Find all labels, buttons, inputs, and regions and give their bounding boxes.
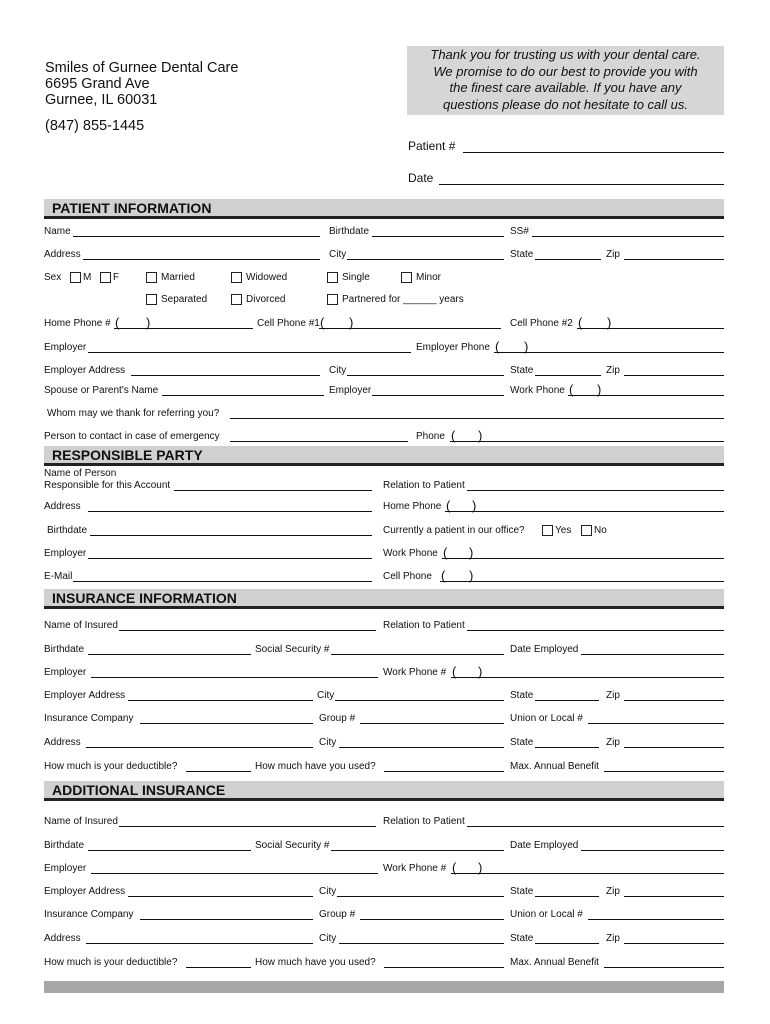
cell-phone-2-field[interactable] <box>577 328 724 329</box>
state-label: State <box>510 249 534 260</box>
zip-label: Zip <box>606 690 620 701</box>
practice-info <box>45 60 238 134</box>
cell-phone-1-field[interactable] <box>319 328 501 329</box>
city-field[interactable] <box>339 747 504 748</box>
state-label: State <box>510 737 534 748</box>
relation-field[interactable] <box>467 630 724 631</box>
used-label: How much have you used? <box>255 957 376 968</box>
cell-phone-2-label: Cell Phone #2 <box>510 318 573 329</box>
insurance-company-label: Insurance Company <box>44 713 134 724</box>
address-label: Address <box>44 249 81 260</box>
no-label: No <box>594 525 607 536</box>
paren-open: ( <box>495 339 500 354</box>
state-field[interactable] <box>535 375 601 376</box>
emergency-contact-label: Person to contact in case of emergency <box>44 431 220 442</box>
cell-phone-1-label: Cell Phone #1 <box>257 318 320 329</box>
social-security-field[interactable] <box>331 654 504 655</box>
date-employed-field[interactable] <box>581 850 724 851</box>
birthdate-label: Birthdate <box>47 525 88 536</box>
employer-field[interactable] <box>88 558 372 559</box>
home-phone-label: Home Phone <box>383 501 442 512</box>
date-employed-field[interactable] <box>581 654 724 655</box>
date-employed-label: Date Employed <box>510 644 579 655</box>
deductible-field[interactable] <box>186 967 251 968</box>
sex-label: Sex <box>44 272 62 283</box>
address-field[interactable] <box>83 259 320 260</box>
address-field[interactable] <box>88 511 372 512</box>
group-label: Group # <box>319 909 356 920</box>
section-title: INSURANCE INFORMATION <box>52 590 237 606</box>
married-label: Married <box>161 272 195 283</box>
union-label: Union or Local # <box>510 909 583 920</box>
date-employed-label: Date Employed <box>510 840 579 851</box>
employer-field[interactable] <box>372 395 504 396</box>
home-phone-field[interactable] <box>114 328 253 329</box>
state-label: State <box>510 690 534 701</box>
separated-label: Separated <box>161 294 208 305</box>
birthdate-label: Birthdate <box>329 226 370 237</box>
max-benefit-label: Max. Annual Benefit <box>510 761 599 772</box>
thank-you-notice <box>407 46 724 115</box>
city-label: City <box>317 690 335 701</box>
paren-close: ) <box>469 545 474 560</box>
emergency-phone-field[interactable] <box>450 441 724 442</box>
sex-m-label: M <box>83 272 92 283</box>
city-field[interactable] <box>347 259 504 260</box>
state-field[interactable] <box>535 747 599 748</box>
social-security-field[interactable] <box>331 850 504 851</box>
deductible-label: How much is your deductible? <box>44 957 178 968</box>
zip-label: Zip <box>606 249 620 260</box>
city-label: City <box>319 737 337 748</box>
relation-label: Relation to Patient <box>383 620 465 631</box>
paren-open: ( <box>320 315 325 330</box>
max-benefit-label: Max. Annual Benefit <box>510 957 599 968</box>
paren-open: ( <box>115 315 120 330</box>
minor-label: Minor <box>416 272 442 283</box>
paren-close: ) <box>469 568 474 583</box>
social-security-label: Social Security # <box>255 840 330 851</box>
person-name-label-line1: Name of Person <box>44 468 117 479</box>
employer-label: Employer <box>44 548 87 559</box>
city-field[interactable] <box>337 896 504 897</box>
paren-open: ( <box>578 315 583 330</box>
paren-close: ) <box>478 860 483 875</box>
relation-field[interactable] <box>467 826 724 827</box>
union-label: Union or Local # <box>510 713 583 724</box>
employer-label: Employer <box>44 667 87 678</box>
group-field[interactable] <box>360 723 504 724</box>
referral-label: Whom may we thank for referring you? <box>47 408 220 419</box>
paren-close: ) <box>472 498 477 513</box>
insurance-company-label: Insurance Company <box>44 909 134 920</box>
zip-field[interactable] <box>624 747 724 748</box>
zip-field[interactable] <box>624 943 724 944</box>
partnered-label: Partnered for ______ years <box>342 294 464 305</box>
employer-address-label: Employer Address <box>44 365 126 376</box>
notice-line: the finest care available. If you have any <box>449 80 682 95</box>
zip-label: Zip <box>606 886 620 897</box>
sex-f-label: F <box>113 272 120 283</box>
city-label: City <box>319 886 337 897</box>
date-field[interactable] <box>439 184 724 185</box>
ss-label: SS# <box>510 226 529 237</box>
paren-open: ( <box>451 428 456 443</box>
responsible-name-field[interactable] <box>174 490 372 491</box>
employer-address-label: Employer Address <box>44 690 126 701</box>
zip-field[interactable] <box>624 259 724 260</box>
section-patient-information <box>44 199 724 219</box>
union-field[interactable] <box>588 919 724 920</box>
married-checkbox[interactable] <box>146 272 157 283</box>
address-label: Address <box>44 501 81 512</box>
email-label: E-Mail <box>44 571 73 582</box>
practice-name: Smiles of Gurnee Dental Care <box>45 60 239 76</box>
cell-phone-field[interactable] <box>440 581 724 582</box>
state-field[interactable] <box>535 259 601 260</box>
birthdate-label: Birthdate <box>44 840 85 851</box>
address-label: Address <box>44 737 81 748</box>
city-label: City <box>329 365 347 376</box>
paren-close: ) <box>146 315 151 330</box>
paren-close: ) <box>524 339 529 354</box>
current-patient-no-checkbox[interactable] <box>581 525 592 536</box>
widowed-label: Widowed <box>246 272 288 283</box>
zip-field[interactable] <box>624 375 724 376</box>
name-insured-label: Name of Insured <box>44 816 118 827</box>
address-field[interactable] <box>86 747 313 748</box>
section-additional-insurance <box>44 781 724 801</box>
phone-label: Phone <box>416 431 445 442</box>
referral-field[interactable] <box>230 418 724 419</box>
city-label: City <box>329 249 347 260</box>
person-name-label-line2: Responsible for this Account <box>44 480 171 491</box>
birthdate-field[interactable] <box>90 535 372 536</box>
insurance-company-field[interactable] <box>140 723 313 724</box>
relation-label: Relation to Patient <box>383 480 465 491</box>
work-phone-label: Work Phone <box>383 548 438 559</box>
name-insured-field[interactable] <box>119 630 376 631</box>
home-phone-field[interactable] <box>445 511 724 512</box>
social-security-label: Social Security # <box>255 644 330 655</box>
state-label: State <box>510 365 534 376</box>
name-label: Name <box>44 226 71 237</box>
insurance-company-field[interactable] <box>140 919 313 920</box>
work-phone-field[interactable] <box>442 558 724 559</box>
deductible-label: How much is your deductible? <box>44 761 178 772</box>
union-field[interactable] <box>588 723 724 724</box>
practice-phone: (847) 855-1445 <box>45 118 145 134</box>
spouse-parent-label: Spouse or Parent's Name <box>44 385 159 396</box>
sex-m-checkbox[interactable] <box>70 272 81 283</box>
sex-f-checkbox[interactable] <box>100 272 111 283</box>
emergency-contact-field[interactable] <box>230 441 408 442</box>
separated-checkbox[interactable] <box>146 294 157 305</box>
deductible-field[interactable] <box>186 771 251 772</box>
state-label: State <box>510 886 534 897</box>
divorced-checkbox[interactable] <box>231 294 242 305</box>
work-phone-field[interactable] <box>568 395 724 396</box>
state-field[interactable] <box>535 943 599 944</box>
state-field[interactable] <box>535 896 599 897</box>
birthdate-label: Birthdate <box>44 644 85 655</box>
employer-phone-field[interactable] <box>494 352 724 353</box>
zip-label: Zip <box>606 933 620 944</box>
employer-label: Employer <box>44 342 87 353</box>
employer-field[interactable] <box>88 352 411 353</box>
notice-line: Thank you for trusting us with your dental care. <box>430 47 701 62</box>
divorced-label: Divorced <box>246 294 286 305</box>
ss-field[interactable] <box>532 236 724 237</box>
section-insurance-information <box>44 589 724 609</box>
work-phone-label: Work Phone <box>510 385 565 396</box>
paren-open: ( <box>569 382 574 397</box>
state-label: State <box>510 933 534 944</box>
paren-close: ) <box>349 315 354 330</box>
used-label: How much have you used? <box>255 761 376 772</box>
partnered-checkbox[interactable] <box>327 294 338 305</box>
section-title: ADDITIONAL INSURANCE <box>52 782 226 798</box>
employer-field[interactable] <box>91 677 378 678</box>
widowed-checkbox[interactable] <box>231 272 242 283</box>
relation-field[interactable] <box>467 490 724 491</box>
work-phone-field[interactable] <box>451 677 724 678</box>
cell-phone-label: Cell Phone <box>383 571 432 582</box>
paren-open: ( <box>452 860 457 875</box>
paren-open: ( <box>443 545 448 560</box>
spouse-parent-field[interactable] <box>162 395 324 396</box>
used-field[interactable] <box>384 771 504 772</box>
zip-field[interactable] <box>624 700 724 701</box>
section-responsible-party <box>44 446 724 466</box>
name-insured-field[interactable] <box>119 826 376 827</box>
name-insured-label: Name of Insured <box>44 620 118 631</box>
zip-label: Zip <box>606 737 620 748</box>
work-phone-label: Work Phone # <box>383 667 447 678</box>
patient-number-field[interactable] <box>463 152 724 153</box>
yes-label: Yes <box>555 525 572 536</box>
max-benefit-field[interactable] <box>604 771 724 772</box>
city-field[interactable] <box>347 375 504 376</box>
max-benefit-field[interactable] <box>604 967 724 968</box>
notice-line: questions please do not hesitate to call us. <box>443 96 688 112</box>
paren-close: ) <box>597 382 602 397</box>
employer-phone-label: Employer Phone <box>416 342 490 353</box>
work-phone-field[interactable] <box>451 873 724 874</box>
email-field[interactable] <box>73 581 372 582</box>
birthdate-field[interactable] <box>372 236 504 237</box>
paren-close: ) <box>478 664 483 679</box>
paren-close: ) <box>478 428 483 443</box>
birthdate-field[interactable] <box>88 850 251 851</box>
paren-close: ) <box>607 315 612 330</box>
used-field[interactable] <box>384 967 504 968</box>
employer-address-field[interactable] <box>128 896 313 897</box>
group-field[interactable] <box>360 919 504 920</box>
notice-line: We promise to do our best to provide you with <box>433 63 698 79</box>
paren-open: ( <box>441 568 446 583</box>
address-field[interactable] <box>86 943 313 944</box>
employer-address-label: Employer Address <box>44 886 126 897</box>
work-phone-label: Work Phone # <box>383 863 447 874</box>
current-patient-label: Currently a patient in our office? <box>383 525 525 536</box>
city-label: City <box>319 933 337 944</box>
relation-label: Relation to Patient <box>383 816 465 827</box>
employer-label: Employer <box>329 385 372 396</box>
name-field[interactable] <box>73 236 320 237</box>
patient-number-label: Patient # <box>408 139 456 153</box>
employer-field[interactable] <box>91 873 378 874</box>
practice-city: Gurnee, IL 60031 <box>45 92 158 108</box>
paren-open: ( <box>452 664 457 679</box>
zip-label: Zip <box>606 365 620 376</box>
section-title: PATIENT INFORMATION <box>52 200 212 216</box>
zip-field[interactable] <box>624 896 724 897</box>
state-field[interactable] <box>535 700 599 701</box>
single-checkbox[interactable] <box>327 272 338 283</box>
date-label: Date <box>408 171 434 185</box>
employer-address-field[interactable] <box>131 375 320 376</box>
current-patient-yes-checkbox[interactable] <box>542 525 553 536</box>
birthdate-field[interactable] <box>88 654 251 655</box>
employer-label: Employer <box>44 863 87 874</box>
home-phone-label: Home Phone # <box>44 318 111 329</box>
minor-checkbox[interactable] <box>401 272 412 283</box>
address-label: Address <box>44 933 81 944</box>
employer-address-field[interactable] <box>128 700 313 701</box>
group-label: Group # <box>319 713 356 724</box>
practice-street: 6695 Grand Ave <box>45 76 150 92</box>
footer-bar <box>44 981 724 993</box>
paren-open: ( <box>446 498 451 513</box>
city-field[interactable] <box>335 700 504 701</box>
city-field[interactable] <box>339 943 504 944</box>
single-label: Single <box>342 272 370 283</box>
section-title: RESPONSIBLE PARTY <box>52 447 203 463</box>
